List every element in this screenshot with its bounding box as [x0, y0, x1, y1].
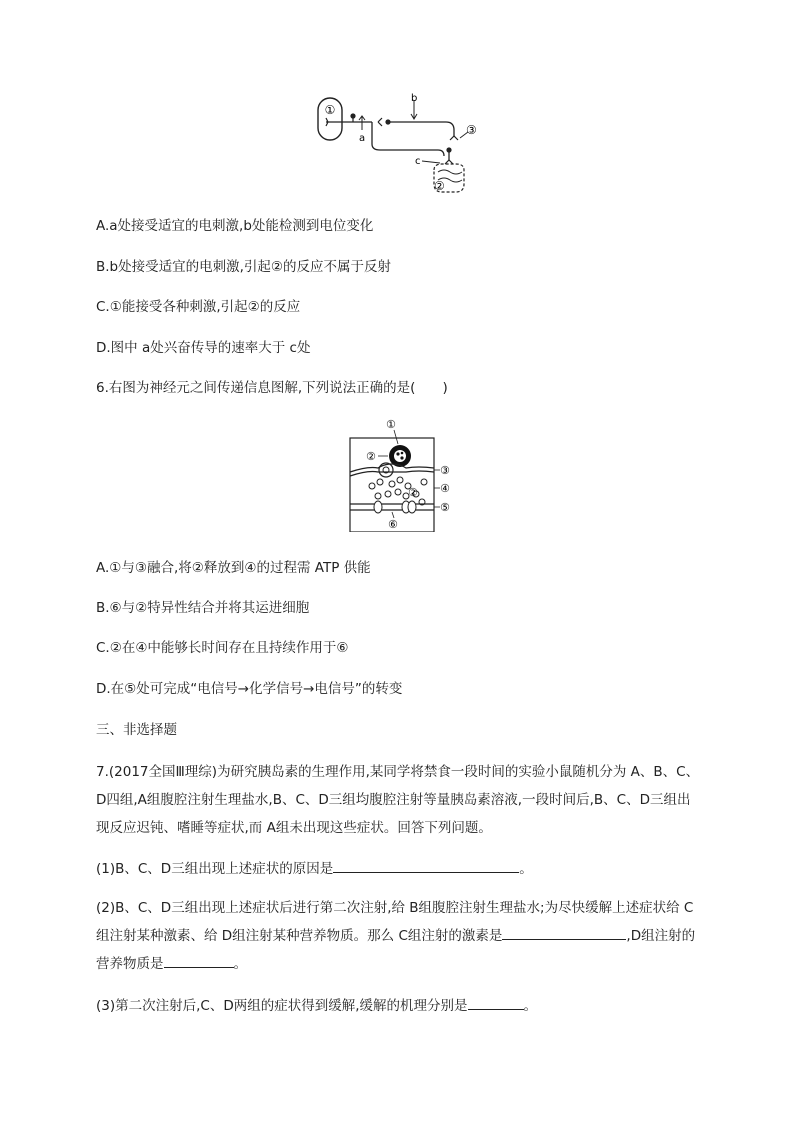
q7-sub2 [96, 894, 700, 978]
q7-sub1-end: 。 [519, 861, 533, 877]
syn-label-5: ⑤ [440, 501, 450, 514]
label-2: ② [434, 179, 445, 193]
q6-stem: 6.右图为神经元之间传递信息图解,下列说法正确的是( ) [96, 380, 448, 396]
q6-option-b: B.⑥与②特异性结合并将其运进细胞 [96, 600, 310, 616]
syn-label-2: ② [366, 450, 376, 463]
label-c: c [415, 156, 421, 167]
q5-option-c: C.①能接受各种刺激,引起②的反应 [96, 299, 301, 315]
syn-label-4: ④ [440, 482, 450, 495]
q5-option-a: A.a处接受适宜的电刺激,b处能检测到电位变化 [96, 218, 374, 234]
q7-sub2-blank-d[interactable] [164, 951, 234, 968]
label-receptor: ① [324, 103, 336, 117]
q7-sub2-end: 。 [233, 956, 247, 972]
q7-sub2-text: (2)B、C、D三组出现上述症状后进行第二次注射,给 B组腹腔注射生理盐水;为尽快缓解上述症状给 C组注射某种激素、给 D组注射某种营养物质。那么 C组注射的激素是 [96, 900, 694, 944]
q7-stem: 7.(2017全国Ⅲ理综)为研究胰岛素的生理作用,某同学将禁食一段时间的实验小鼠随机分为 A、B、C、D四组,A组腹腔注射生理盐水,B、C、D三组均腹腔注射等量胰岛素溶液,一段时间后,B、C、D三组出现反应迟钝、嗜睡等症状,而 A组未出现这些症状。回答下列问题。 [96, 764, 700, 836]
label-a: a [359, 133, 366, 144]
q7-sub1 [96, 856, 533, 879]
synapse-figure [348, 416, 468, 532]
q7-sub2-blank-c[interactable] [502, 923, 626, 940]
label-b: b [411, 93, 418, 104]
syn-label-6: ⑥ [388, 518, 398, 531]
q7-sub3 [96, 993, 537, 1016]
q6-option-d: D.在⑤处可完成“电信号→化学信号→电信号”的转变 [96, 681, 403, 697]
q7-sub3-end: 。 [523, 998, 538, 1014]
syn-label-2b: ② [408, 486, 418, 499]
syn-label-1: ① [386, 418, 396, 431]
q7-sub1-text: (1)B、C、D三组出现上述症状的原因是 [96, 861, 334, 877]
q6-option-a: A.①与③融合,将②释放到④的过程需 ATP 供能 [96, 560, 371, 576]
q7-sub3-blank[interactable] [468, 993, 524, 1010]
q7-sub1-blank[interactable] [333, 856, 519, 873]
section-title: 三、非选择题 [96, 722, 177, 738]
q7-sub2-mid: ,D组注射的营养物质是 [96, 928, 696, 972]
label-3: ③ [466, 123, 477, 137]
q7-sub3-text: (3)第二次注射后,C、D两组的症状得到缓解,缓解的机理分别是 [96, 998, 468, 1014]
syn-label-3: ③ [440, 464, 450, 477]
q5-option-b: B.b处接受适宜的电刺激,引起②的反应不属于反射 [96, 259, 392, 275]
reflex-arc-figure [310, 92, 490, 198]
q5-option-d: D.图中 a处兴奋传导的速率大于 c处 [96, 340, 311, 356]
q6-option-c: C.②在④中能够长时间存在且持续作用于⑥ [96, 640, 349, 656]
